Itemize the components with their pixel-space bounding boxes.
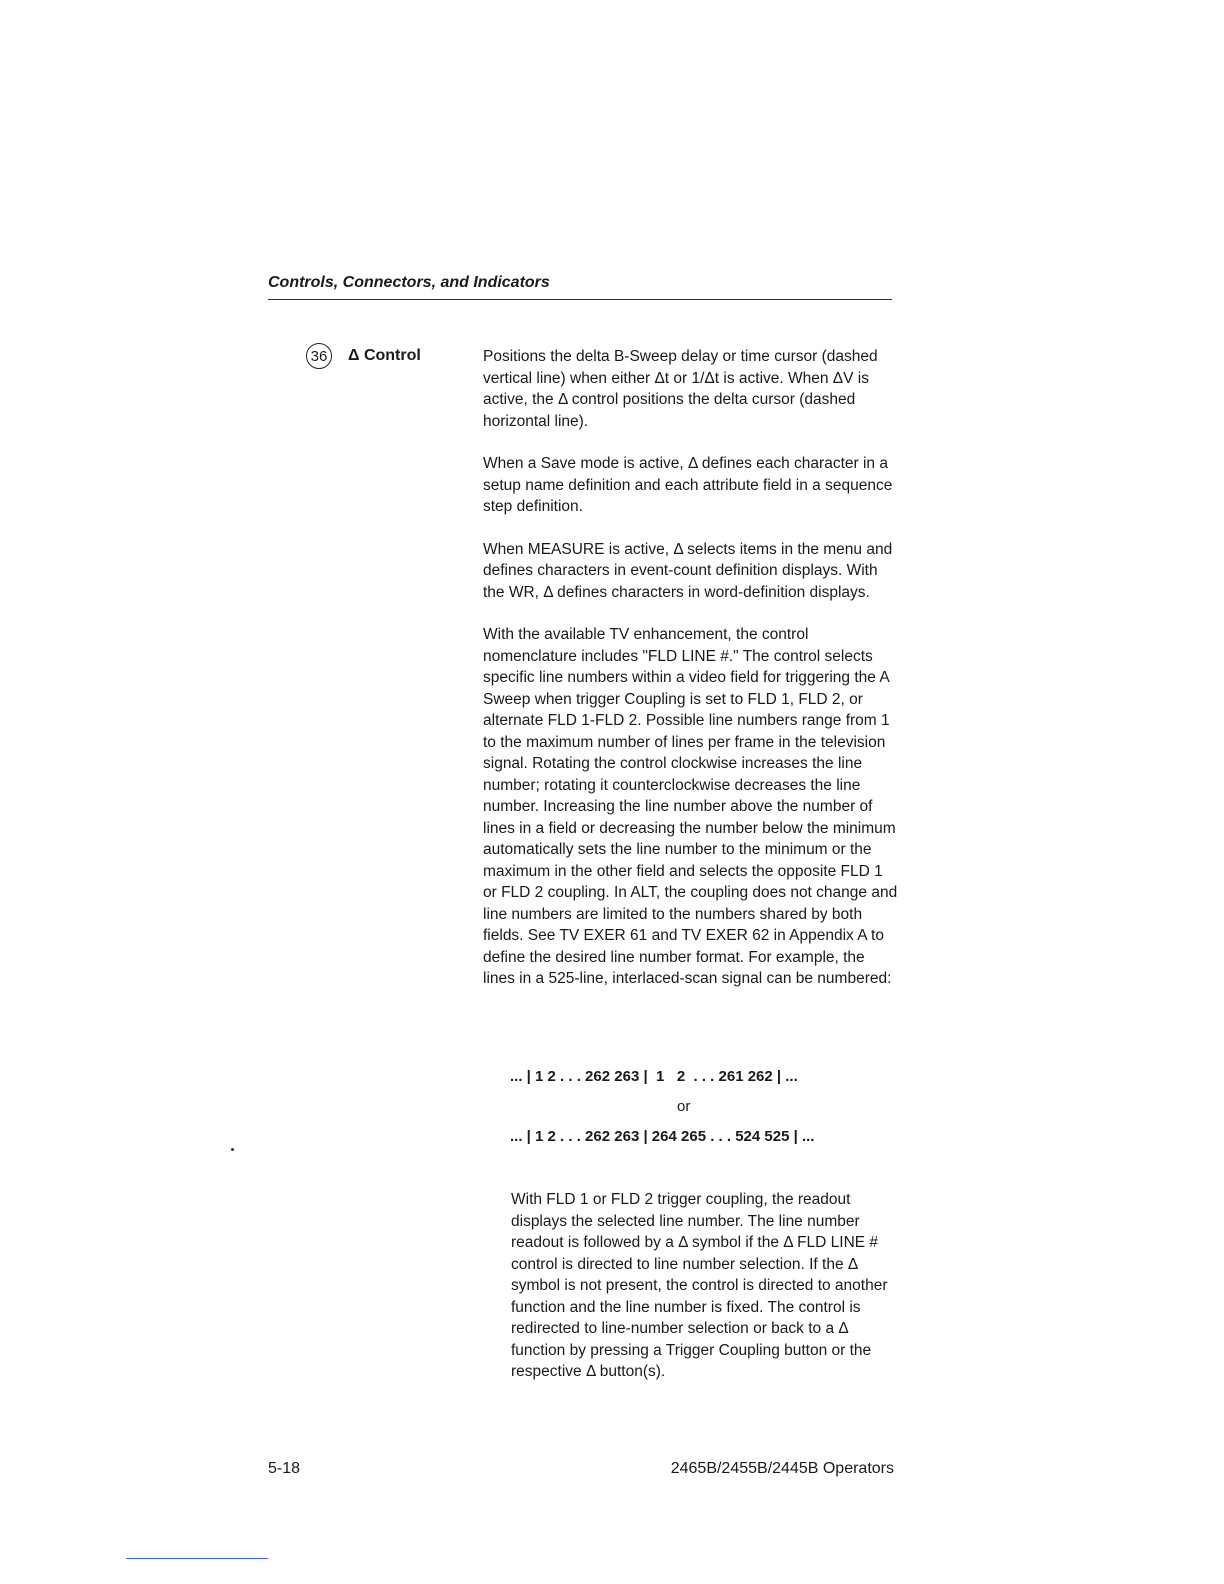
manual-title: 2465B/2455B/2445B Operators bbox=[670, 1460, 894, 1477]
control-name: Δ Control bbox=[348, 347, 421, 364]
header-rule bbox=[268, 299, 892, 300]
page-header: Controls, Connectors, and Indicators bbox=[268, 274, 550, 291]
numbering-or: or bbox=[677, 1098, 691, 1115]
paragraph: With FLD 1 or FLD 2 trigger coupling, the readout displays the selected line number. The line number readout is followed by a Δ symbol if the Δ FLD LINE # control is directed to line number selection. If the Δ symbol is not present, the control is directed to another function and the line number is fixed. The control is redirected to line-number selection or back to a Δ function by pressing a Trigger Coupling button or the respective Δ button(s). bbox=[511, 1191, 888, 1380]
indented-note bbox=[511, 1189, 901, 1383]
stray-mark bbox=[231, 1148, 234, 1151]
footer-link-line bbox=[126, 1558, 268, 1559]
paragraph: When a Save mode is active, Δ defines each character in a setup name definition and each attribute field in a sequence step definition. bbox=[483, 455, 893, 515]
item-number-circle: 36 bbox=[306, 343, 332, 369]
description-body bbox=[483, 346, 898, 1011]
line-numbering-example-2: ... | 1 2 . . . 262 263 | 264 265 . . . 524 525 | ... bbox=[510, 1128, 815, 1145]
paragraph: With the available TV enhancement, the control nomenclature includes "FLD LINE #." The control selects specific line numbers within a video field for triggering the A Sweep when trigger Coupling is set to FLD 1, FLD 2, or alternate FLD 1-FLD 2. Possible line numbers range from 1 to the maximum number of lines per frame in the television signal. Rotating the control clockwise increases the line number; rotating it counterclockwise decreases the line number. Increasing the line number above the number of lines in a field or decreasing the number below the minimum automatically sets the line number to the minimum or the maximum in the other field and selects the opposite FLD 1 or FLD 2 coupling. In ALT, the coupling does not change and line numbers are limited to the numbers shared by both fields. See TV EXER 61 and TV EXER 62 in Appendix A to define the desired line number format. For example, the lines in a 525-line, interlaced-scan signal can be numbered: bbox=[483, 626, 898, 987]
page-number: 5-18 bbox=[268, 1460, 301, 1477]
control-item-label bbox=[306, 343, 421, 369]
line-numbering-example-1: ... | 1 2 . . . 262 263 | 1 2 . . . 261 262 | ... bbox=[510, 1068, 798, 1085]
paragraph: Positions the delta B-Sweep delay or time cursor (dashed vertical line) when either Δt or 1/Δt is active. When ΔV is active, the Δ control positions the delta cursor (dashed horizontal line). bbox=[483, 348, 878, 430]
paragraph: When MEASURE is active, Δ selects items in the menu and defines characters in event-count definition displays. With the WR, Δ defines characters in word-definition displays. bbox=[483, 540, 893, 601]
